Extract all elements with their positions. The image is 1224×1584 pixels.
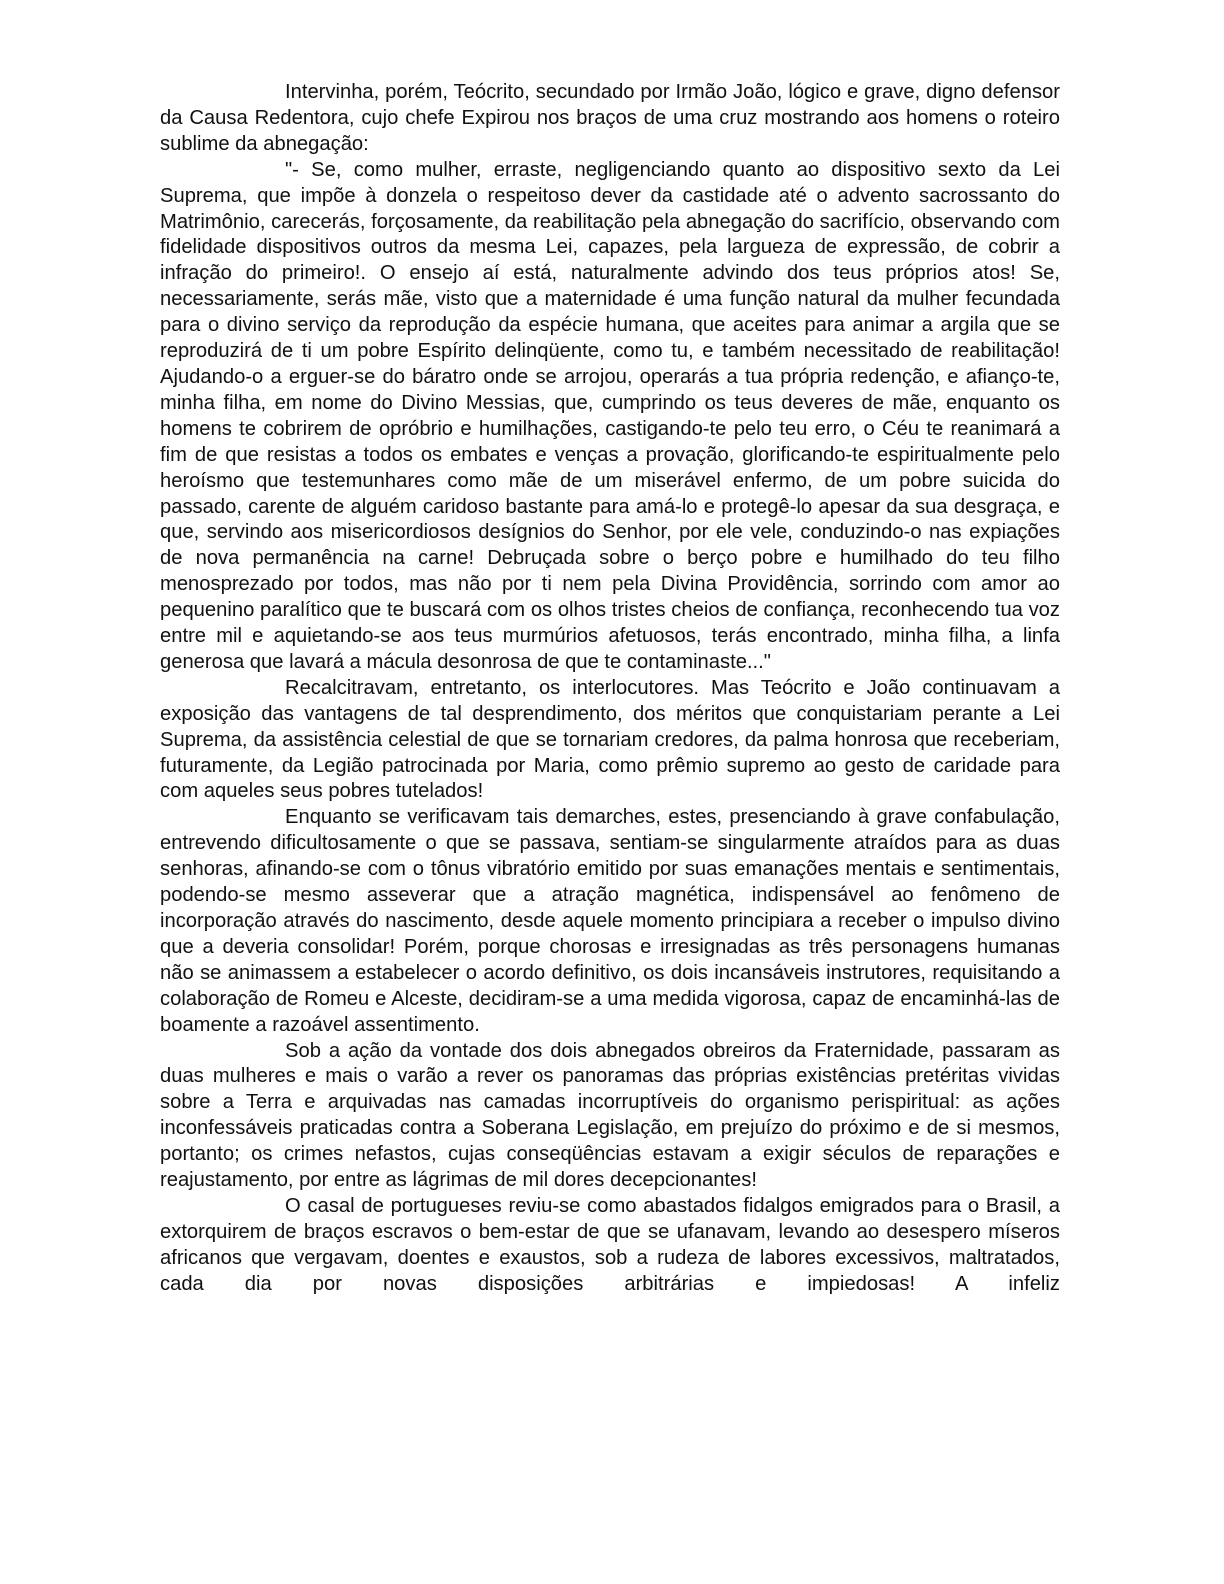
paragraph-1: Intervinha, porém, Teócrito, secundado por Irmão João, lógico e grave, digno defensor da Causa Redentora, cujo chefe Expirou nos braços de uma cruz mostrando aos homens o roteiro sublime da abnegação: — [160, 81, 1060, 155]
paragraph-4: Enquanto se verificavam tais demarches, estes, presenciando à grave confabulação, entrevendo dificultosamente o que se passava, sentiam-se singularmente atraídos para as duas senhoras, afinando-se com o tônus vibratório emitido por suas emanações mentais e sentimentais, podendo-se mesmo asseverar que a atração magnética, indispensável ao fenômeno de incorporação através do nascimento, desde aquele momento principiara a receber o impulso divino que a deveria consolidar! Porém, porque chorosas e irresignadas as três personagens humanas não se animassem a estabelecer o acordo definitivo, os dois incansáveis instrutores, requisitando a colaboração de Romeu e Alceste, decidiram-se a uma medida vigorosa, capaz de encaminhá-las de boamente a razoável assentimento. — [160, 806, 1060, 1036]
document-page — [160, 80, 1060, 1298]
paragraph-6: O casal de portugueses reviu-se como abastados fidalgos emigrados para o Brasil, a extorquirem de braços escravos o bem-estar de que se ufanavam, levando ao desespero míseros africanos que vergavam, doentes e exaustos, sob a rudeza de labores excessivos, maltratados, cada dia por novas disposições arbitrárias e impiedosas! A infeliz — [160, 1194, 1060, 1295]
paragraph-3: Recalcitravam, entretanto, os interlocutores. Mas Teócrito e João continuavam a exposição das vantagens de tal desprendimento, dos méritos que conquistariam perante a Lei Suprema, da assistência celestial de que se tornariam credores, da palma honrosa que receberiam, futuramente, da Legião patrocinada por Maria, como prêmio supremo ao gesto de caridade para com aqueles seus pobres tutelados! — [160, 676, 1060, 803]
paragraph-5: Sob a ação da vontade dos dois abnegados obreiros da Fraternidade, passaram as duas mulheres e mais o varão a rever os panoramas das próprias existências pretéritas vividas sobre a Terra e arquivadas nas camadas incorruptíveis do organismo perispiritual: as ações inconfessáveis praticadas contra a Soberana Legislação, em prejuízo do próximo e de si mesmos, portanto; os crimes nefastos, cujas conseqüências estavam a exigir séculos de reparações e reajustamento, por entre as lágrimas de mil dores decepcionantes! — [160, 1039, 1060, 1192]
paragraph-2-quoted-speech: "- Se, como mulher, erraste, negligenciando quanto ao dispositivo sexto da Lei Suprema, que impõe à donzela o respeitoso dever da castidade até o advento sacrossanto do Matrimônio, carecerás, forçosamente, da reabilitação pela abnegação do sacrifício, observando com fidelidade dispositivos outros da mesma Lei, capazes, pela largueza de expressão, de cobrir a infração do primeiro!. O ensejo aí está, naturalmente advindo dos teus próprios atos! Se, necessariamente, serás mãe, visto que a maternidade é uma função natural da mulher fecundada para o divino serviço da reprodução da espécie humana, que aceites para animar a argila que se reproduzirá de ti um pobre Espírito delinqüente, como tu, e também necessitado de reabilitação! Ajudando-o a erguer-se do báratro onde se arrojou, operarás a tua própria redenção, e afianço-te, minha filha, em nome do Divino Messias, que, cumprindo os teus deveres de mãe, enquanto os homens te cobrirem de opróbrio e humilhações, castigando-te pelo teu erro, o Céu te reanimará a fim de que resistas a todos os embates e venças a provação, glorificando-te espiritualmente pelo heroísmo que testemunhares como mãe de um miserável enfermo, de um pobre suicida do passado, carente de alguém caridoso bastante para amá-lo e protegê-lo apesar da sua desgraça, e que, servindo aos misericordiosos desígnios do Senhor, por ele vele, conduzindo-o nas expiações de nova permanência na carne! Debruçada sobre o berço pobre e humilhado do teu filho menosprezado por todos, mas não por ti nem pela Divina Providência, sorrindo com amor ao pequenino paralítico que te buscará com os olhos tristes cheios de confiança, reconhecendo tua voz entre mil e aquietando-se aos teus murmúrios afetuosos, terás encontrado, minha filha, a linfa generosa que lavará a mácula desonrosa de que te contaminaste..." — [160, 158, 1060, 673]
